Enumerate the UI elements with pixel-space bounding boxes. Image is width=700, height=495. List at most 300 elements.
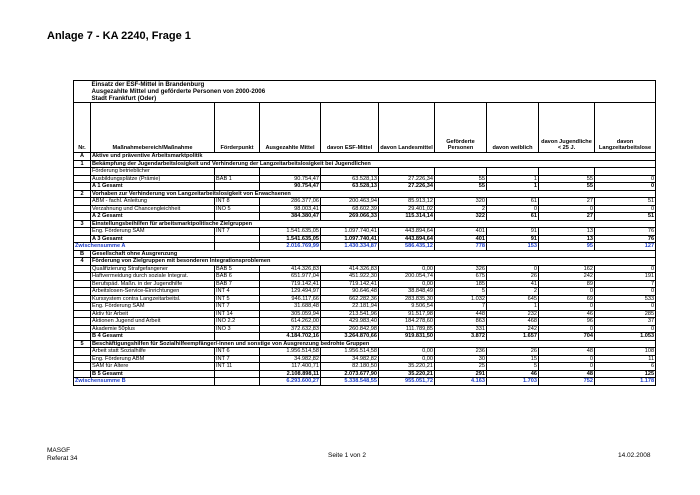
row-weiblich: 232 bbox=[487, 310, 539, 318]
row-foerderpunkt bbox=[215, 183, 260, 191]
row-langzeit: 6 bbox=[595, 363, 656, 371]
row-esf: 1.097.740,41 bbox=[321, 228, 379, 236]
row-label: Eng. Förderung SAM bbox=[91, 303, 215, 311]
row-weiblich: 645 bbox=[487, 295, 539, 303]
row-esf: 68.602,39 bbox=[321, 205, 379, 213]
row-personen: 55 bbox=[435, 175, 487, 183]
row-number-cell bbox=[74, 213, 91, 221]
table-row bbox=[74, 288, 656, 296]
section-row bbox=[74, 190, 656, 198]
section-number: 3 bbox=[74, 220, 91, 228]
row-landes: 115.314,14 bbox=[379, 213, 435, 221]
esf-table-container bbox=[73, 80, 655, 386]
row-label: Eng. Förderung SAM bbox=[91, 228, 215, 236]
table-row bbox=[74, 295, 656, 303]
row-esf: 451.922,30 bbox=[321, 273, 379, 281]
row-ausgezahlte: 1.541.635,05 bbox=[260, 228, 321, 236]
row-esf: 260.842,98 bbox=[321, 325, 379, 333]
row-label: Akademie 50plus bbox=[91, 325, 215, 333]
row-personen: 2 bbox=[435, 205, 487, 213]
row-label: Aktiv für Arbeit bbox=[91, 310, 215, 318]
row-jugendliche: 13 bbox=[539, 235, 595, 243]
row-number-cell bbox=[74, 228, 91, 236]
table-row bbox=[74, 228, 656, 236]
section-number: 1 bbox=[74, 160, 91, 168]
row-weiblich: 2 bbox=[487, 288, 539, 296]
row-personen: 30 bbox=[435, 355, 487, 363]
column-header-row bbox=[74, 103, 656, 153]
row-number-cell bbox=[74, 205, 91, 213]
section-label: Vorhaben zur Verhinderung von Langzeitarbeitslosigkeit von Erwachsenen bbox=[91, 190, 656, 198]
row-label: Eng. Förderung ABM bbox=[91, 355, 215, 363]
row-weiblich: 242 bbox=[487, 325, 539, 333]
row-landes: 586.435,12 bbox=[379, 243, 435, 251]
table-row bbox=[74, 175, 656, 183]
row-ausgezahlte: 384.380,47 bbox=[260, 213, 321, 221]
row-jugendliche: 27 bbox=[539, 198, 595, 206]
total-row bbox=[74, 213, 656, 221]
table-row bbox=[74, 205, 656, 213]
row-landes: 443.894,64 bbox=[379, 235, 435, 243]
row-ausgezahlte: 614.262,00 bbox=[260, 318, 321, 326]
table-row bbox=[74, 325, 656, 333]
row-weiblich: 1 bbox=[487, 183, 539, 191]
row-langzeit: 76 bbox=[595, 228, 656, 236]
row-langzeit: 285 bbox=[595, 310, 656, 318]
row-esf: 2.073.677,90 bbox=[321, 370, 379, 378]
section-label: Aktive und präventive Arbeitsmarktpolitik bbox=[91, 153, 656, 161]
row-jugendliche: 0 bbox=[539, 288, 595, 296]
row-foerderpunkt bbox=[215, 378, 260, 386]
subtotal-row bbox=[74, 243, 656, 251]
row-landes: 85.913,12 bbox=[379, 198, 435, 206]
row-ausgezahlte: 98.003,41 bbox=[260, 205, 321, 213]
col-header-ausgezahlte: Ausgezahlte Mittel bbox=[260, 103, 321, 153]
row-personen: 1.032 bbox=[435, 295, 487, 303]
row-weiblich: 468 bbox=[487, 318, 539, 326]
row-foerderpunkt bbox=[215, 235, 260, 243]
row-weiblich: 0 bbox=[487, 265, 539, 273]
row-label: A 1 Gesamt bbox=[91, 183, 215, 191]
row-personen: 4.163 bbox=[435, 378, 487, 386]
section-row bbox=[74, 153, 656, 161]
row-foerderpunkt: BAB 1 bbox=[215, 175, 260, 183]
row-esf bbox=[321, 168, 379, 176]
footer-org bbox=[47, 447, 77, 463]
row-foerderpunkt: INT 4 bbox=[215, 288, 260, 296]
row-foerderpunkt: INO 2.2 bbox=[215, 318, 260, 326]
row-foerderpunkt: BAB 5 bbox=[215, 265, 260, 273]
row-personen: 55 bbox=[435, 183, 487, 191]
row-foerderpunkt: INT 14 bbox=[215, 310, 260, 318]
row-weiblich: 91 bbox=[487, 235, 539, 243]
section-label: Gesellschaft ohne Ausgrenzung bbox=[91, 250, 656, 258]
row-langzeit bbox=[595, 168, 656, 176]
row-weiblich: 26 bbox=[487, 273, 539, 281]
section-label: Beschäftigungshilfen für Sozialhilfeempfänger/-innen und sonstige von Ausgrenzung bedrohte Gruppen bbox=[91, 340, 656, 348]
row-label: Qualifizierung Strafgefangener bbox=[91, 265, 215, 273]
row-jugendliche: 55 bbox=[539, 183, 595, 191]
row-personen: 5 bbox=[435, 288, 487, 296]
row-foerderpunkt: BAB 6 bbox=[215, 273, 260, 281]
row-jugendliche: 0 bbox=[539, 355, 595, 363]
row-esf: 213.541,96 bbox=[321, 310, 379, 318]
row-label: SAM für Ältere bbox=[91, 363, 215, 371]
row-foerderpunkt: INO 5 bbox=[215, 205, 260, 213]
col-header-weiblich: davon weiblich bbox=[487, 103, 539, 153]
row-number-cell bbox=[74, 318, 91, 326]
row-ausgezahlte: 31.688,48 bbox=[260, 303, 321, 311]
row-langzeit: 533 bbox=[595, 295, 656, 303]
section-row bbox=[74, 220, 656, 228]
row-langzeit: 1.053 bbox=[595, 333, 656, 341]
row-landes bbox=[379, 168, 435, 176]
row-langzeit: 0 bbox=[595, 175, 656, 183]
table-row bbox=[74, 198, 656, 206]
row-number-cell bbox=[74, 355, 91, 363]
row-esf: 414.326,83 bbox=[321, 265, 379, 273]
row-esf: 82.180,50 bbox=[321, 363, 379, 371]
row-landes: 9.506,54 bbox=[379, 303, 435, 311]
table-row bbox=[74, 363, 656, 371]
row-personen: 320 bbox=[435, 198, 487, 206]
row-number-cell bbox=[74, 198, 91, 206]
row-landes: 35.220,21 bbox=[379, 363, 435, 371]
row-label: B 5 Gesamt bbox=[91, 370, 215, 378]
row-foerderpunkt: INT 8 bbox=[215, 198, 260, 206]
row-foerderpunkt: INT 6 bbox=[215, 348, 260, 356]
section-number: 4 bbox=[74, 258, 91, 266]
footer-date: 14.02.2008 bbox=[618, 452, 651, 459]
row-weiblich: 15 bbox=[487, 355, 539, 363]
row-landes: 919.831,50 bbox=[379, 333, 435, 341]
row-jugendliche bbox=[539, 168, 595, 176]
row-jugendliche: 0 bbox=[539, 303, 595, 311]
row-number-cell bbox=[74, 183, 91, 191]
row-landes: 283.835,30 bbox=[379, 295, 435, 303]
row-jugendliche: 89 bbox=[539, 280, 595, 288]
row-langzeit: 0 bbox=[595, 265, 656, 273]
table-row bbox=[74, 280, 656, 288]
table-row bbox=[74, 265, 656, 273]
row-jugendliche: 96 bbox=[539, 318, 595, 326]
row-esf: 719.142,41 bbox=[321, 280, 379, 288]
row-landes: 200.054,74 bbox=[379, 273, 435, 281]
row-number-cell bbox=[74, 333, 91, 341]
row-foerderpunkt: INO 3 bbox=[215, 325, 260, 333]
row-ausgezahlte: 286.377,06 bbox=[260, 198, 321, 206]
row-number-cell bbox=[74, 325, 91, 333]
footer-page-number: Seite 1 von 2 bbox=[328, 452, 366, 459]
row-foerderpunkt bbox=[215, 370, 260, 378]
row-number-cell bbox=[74, 310, 91, 318]
row-landes: 443.894,64 bbox=[379, 228, 435, 236]
row-label: Kurssystem contra Langzeitarbeitsl. bbox=[91, 295, 215, 303]
row-landes: 27.226,34 bbox=[379, 183, 435, 191]
row-personen: 326 bbox=[435, 265, 487, 273]
row-ausgezahlte: 651.977,04 bbox=[260, 273, 321, 281]
row-ausgezahlte: 1.956.514,58 bbox=[260, 348, 321, 356]
row-number-cell bbox=[74, 295, 91, 303]
row-ausgezahlte: 2.108.898,11 bbox=[260, 370, 321, 378]
section-number: B bbox=[74, 250, 91, 258]
table-row bbox=[74, 355, 656, 363]
row-foerderpunkt: BAB 7 bbox=[215, 280, 260, 288]
section-row bbox=[74, 340, 656, 348]
section-row bbox=[74, 250, 656, 258]
section-row bbox=[74, 160, 656, 168]
table-row bbox=[74, 303, 656, 311]
row-label: Zwischensumme A bbox=[74, 243, 215, 251]
total-row bbox=[74, 235, 656, 243]
row-ausgezahlte: 6.293.600,27 bbox=[260, 378, 321, 386]
row-langzeit: 51 bbox=[595, 198, 656, 206]
row-landes: 0,00 bbox=[379, 265, 435, 273]
row-landes: 35.220,21 bbox=[379, 370, 435, 378]
row-langzeit: 76 bbox=[595, 235, 656, 243]
row-esf: 5.338.548,55 bbox=[321, 378, 379, 386]
row-esf: 1.430.334,87 bbox=[321, 243, 379, 251]
row-number-cell bbox=[74, 288, 91, 296]
row-personen: 675 bbox=[435, 273, 487, 281]
row-jugendliche: 69 bbox=[539, 295, 595, 303]
row-jugendliche: 0 bbox=[539, 325, 595, 333]
row-ausgezahlte: 414.326,83 bbox=[260, 265, 321, 273]
row-foerderpunkt: INT 7 bbox=[215, 228, 260, 236]
row-jugendliche: 46 bbox=[539, 310, 595, 318]
row-label: Zwischensumme B bbox=[74, 378, 215, 386]
row-personen bbox=[435, 168, 487, 176]
row-personen: 291 bbox=[435, 370, 487, 378]
row-esf: 269.066,33 bbox=[321, 213, 379, 221]
table-row bbox=[74, 310, 656, 318]
row-jugendliche: 27 bbox=[539, 213, 595, 221]
row-label: Ausbildungsplätze (Prämie) bbox=[91, 175, 215, 183]
row-weiblich: 1 bbox=[487, 175, 539, 183]
col-header-jugendliche: davon Jugendliche < 25 J. bbox=[539, 103, 595, 153]
row-esf: 63.528,13 bbox=[321, 175, 379, 183]
col-header-foerderpunkt: Förderpunkt bbox=[215, 103, 260, 153]
row-label: Verzahnung und Chancengleichheit bbox=[91, 205, 215, 213]
section-label: Einstellungsbeihilfen für arbeitsmarktpolitische Zielgruppen bbox=[91, 220, 656, 228]
row-landes: 91.517,98 bbox=[379, 310, 435, 318]
row-label: A 2 Gesamt bbox=[91, 213, 215, 221]
row-langzeit: 0 bbox=[595, 325, 656, 333]
row-jugendliche: 48 bbox=[539, 348, 595, 356]
row-jugendliche: 48 bbox=[539, 370, 595, 378]
row-ausgezahlte bbox=[260, 168, 321, 176]
row-personen: 25 bbox=[435, 363, 487, 371]
row-ausgezahlte: 372.632,83 bbox=[260, 325, 321, 333]
total-row bbox=[74, 183, 656, 191]
row-number-cell bbox=[74, 303, 91, 311]
row-landes: 0,00 bbox=[379, 355, 435, 363]
row-weiblich: 1.657 bbox=[487, 333, 539, 341]
row-personen: 3.872 bbox=[435, 333, 487, 341]
row-number-cell bbox=[74, 175, 91, 183]
row-foerderpunkt bbox=[215, 243, 260, 251]
row-jugendliche: 162 bbox=[539, 265, 595, 273]
row-foerderpunkt bbox=[215, 213, 260, 221]
row-personen: 401 bbox=[435, 228, 487, 236]
row-langzeit: 7 bbox=[595, 280, 656, 288]
row-number-cell bbox=[74, 168, 91, 176]
row-personen: 448 bbox=[435, 310, 487, 318]
row-ausgezahlte: 117.400,71 bbox=[260, 363, 321, 371]
row-foerderpunkt bbox=[215, 168, 260, 176]
row-personen: 185 bbox=[435, 280, 487, 288]
row-foerderpunkt: INT 7 bbox=[215, 303, 260, 311]
row-weiblich: 26 bbox=[487, 348, 539, 356]
row-ausgezahlte: 719.142,41 bbox=[260, 280, 321, 288]
row-label: Arbeit statt Sozialhilfe bbox=[91, 348, 215, 356]
row-esf: 429.983,40 bbox=[321, 318, 379, 326]
row-langzeit: 1.178 bbox=[595, 378, 656, 386]
row-langzeit: 0 bbox=[595, 303, 656, 311]
row-weiblich: 41 bbox=[487, 280, 539, 288]
row-jugendliche: 0 bbox=[539, 363, 595, 371]
footer-org-line2: Referat 34 bbox=[47, 455, 78, 462]
row-ausgezahlte: 1.541.635,05 bbox=[260, 235, 321, 243]
table-row bbox=[74, 273, 656, 281]
row-label: Haftvermeidung durch soziale Integrat. bbox=[91, 273, 215, 281]
row-weiblich bbox=[487, 168, 539, 176]
row-weiblich: 46 bbox=[487, 370, 539, 378]
row-landes: 0,00 bbox=[379, 348, 435, 356]
row-label: B 4 Gesamt bbox=[91, 333, 215, 341]
row-personen: 863 bbox=[435, 318, 487, 326]
row-ausgezahlte: 4.184.702,16 bbox=[260, 333, 321, 341]
row-number-cell bbox=[74, 363, 91, 371]
row-landes: 184.278,60 bbox=[379, 318, 435, 326]
row-landes: 111.789,85 bbox=[379, 325, 435, 333]
row-label: Förderung betrieblicher bbox=[91, 168, 215, 176]
section-label: Bekämpfung der Jugendarbeitslosigkeit und Verhinderung der Langzeitarbeitslosigkeit bei Jugendlichen bbox=[91, 160, 656, 168]
row-jugendliche: 95 bbox=[539, 243, 595, 251]
row-ausgezahlte: 305.059,94 bbox=[260, 310, 321, 318]
col-header-bereich: Maßnahmebereich/Maßnahme bbox=[91, 103, 215, 153]
row-personen: 7 bbox=[435, 303, 487, 311]
row-weiblich: 1 bbox=[487, 303, 539, 311]
row-jugendliche: 752 bbox=[539, 378, 595, 386]
row-jugendliche: 0 bbox=[539, 205, 595, 213]
row-langzeit: 0 bbox=[595, 205, 656, 213]
row-personen: 322 bbox=[435, 213, 487, 221]
row-label: A 3 Gesamt bbox=[91, 235, 215, 243]
row-langzeit: 127 bbox=[595, 243, 656, 251]
row-ausgezahlte: 2.016.769,99 bbox=[260, 243, 321, 251]
page-title: Anlage 7 - KA 2240, Frage 1 bbox=[47, 30, 191, 42]
row-foerderpunkt bbox=[215, 333, 260, 341]
total-row bbox=[74, 370, 656, 378]
row-ausgezahlte: 90.754,47 bbox=[260, 175, 321, 183]
row-weiblich: 91 bbox=[487, 228, 539, 236]
row-personen: 331 bbox=[435, 325, 487, 333]
header-line-2: Ausgezahlte Mittel und geförderte Personen von 2000-2006 bbox=[74, 88, 656, 95]
row-esf: 63.528,13 bbox=[321, 183, 379, 191]
subtotal-row bbox=[74, 378, 656, 386]
row-langzeit: 191 bbox=[595, 273, 656, 281]
col-header-personen: Geförderte Personen bbox=[435, 103, 487, 153]
table-row bbox=[74, 348, 656, 356]
row-landes: 29.401,02 bbox=[379, 205, 435, 213]
row-langzeit: 108 bbox=[595, 348, 656, 356]
row-esf: 1.956.514,58 bbox=[321, 348, 379, 356]
row-label: Arbeitslosen-Service-Einrichtungen bbox=[91, 288, 215, 296]
row-ausgezahlte: 90.754,47 bbox=[260, 183, 321, 191]
row-weiblich: 61 bbox=[487, 213, 539, 221]
row-personen: 401 bbox=[435, 235, 487, 243]
row-landes: 27.226,34 bbox=[379, 175, 435, 183]
col-header-nr: Nr. bbox=[74, 103, 91, 153]
row-number-cell bbox=[74, 265, 91, 273]
row-personen: 778 bbox=[435, 243, 487, 251]
row-langzeit: 51 bbox=[595, 213, 656, 221]
row-weiblich: 5 bbox=[487, 363, 539, 371]
row-ausgezahlte: 946.117,66 bbox=[260, 295, 321, 303]
row-foerderpunkt: INT 7 bbox=[215, 355, 260, 363]
row-label: Berufspäd. Maßn. in der Jugendhilfe bbox=[91, 280, 215, 288]
row-esf: 90.646,48 bbox=[321, 288, 379, 296]
row-langzeit: 37 bbox=[595, 318, 656, 326]
section-number: A bbox=[74, 153, 91, 161]
row-number-cell bbox=[74, 348, 91, 356]
row-esf: 22.181,94 bbox=[321, 303, 379, 311]
row-landes: 38.848,49 bbox=[379, 288, 435, 296]
row-jugendliche: 55 bbox=[539, 175, 595, 183]
row-weiblich: 0 bbox=[487, 205, 539, 213]
row-esf: 3.264.870,66 bbox=[321, 333, 379, 341]
section-number: 2 bbox=[74, 190, 91, 198]
row-langzeit: 0 bbox=[595, 288, 656, 296]
row-esf: 1.097.740,41 bbox=[321, 235, 379, 243]
row-langzeit: 125 bbox=[595, 370, 656, 378]
row-weiblich: 153 bbox=[487, 243, 539, 251]
table-row bbox=[74, 318, 656, 326]
row-personen: 236 bbox=[435, 348, 487, 356]
row-number-cell bbox=[74, 280, 91, 288]
footer-org-line1: MASGF bbox=[47, 447, 71, 454]
section-number: 5 bbox=[74, 340, 91, 348]
row-weiblich: 61 bbox=[487, 198, 539, 206]
row-langzeit: 0 bbox=[595, 183, 656, 191]
row-esf: 662.282,36 bbox=[321, 295, 379, 303]
header-line-3: Stadt Frankfurt (Oder) bbox=[74, 95, 656, 103]
row-label: ABM - fachl. Anleitung bbox=[91, 198, 215, 206]
row-foerderpunkt: INT 11 bbox=[215, 363, 260, 371]
row-landes: 0,00 bbox=[379, 280, 435, 288]
row-jugendliche: 13 bbox=[539, 228, 595, 236]
row-esf: 34.982,82 bbox=[321, 355, 379, 363]
row-label: Aktionen Jugend und Arbeit bbox=[91, 318, 215, 326]
row-ausgezahlte: 34.982,82 bbox=[260, 355, 321, 363]
row-number-cell bbox=[74, 370, 91, 378]
section-row bbox=[74, 258, 656, 266]
row-jugendliche: 704 bbox=[539, 333, 595, 341]
row-number-cell bbox=[74, 235, 91, 243]
table-row bbox=[74, 168, 656, 176]
section-label: Förderung von Zielgruppen mit besonderen Integrationsproblemen bbox=[91, 258, 656, 266]
esf-table bbox=[73, 80, 656, 386]
row-weiblich: 1.703 bbox=[487, 378, 539, 386]
col-header-landes: davon Landesmittel bbox=[379, 103, 435, 153]
row-esf: 200.463,94 bbox=[321, 198, 379, 206]
col-header-langzeit: davon Langzeitarbeitslose bbox=[595, 103, 656, 153]
row-number-cell bbox=[74, 273, 91, 281]
row-landes: 955.051,72 bbox=[379, 378, 435, 386]
row-ausgezahlte: 129.494,97 bbox=[260, 288, 321, 296]
header-line-1: Einsatz der ESF-Mittel in Brandenburg bbox=[74, 81, 656, 89]
